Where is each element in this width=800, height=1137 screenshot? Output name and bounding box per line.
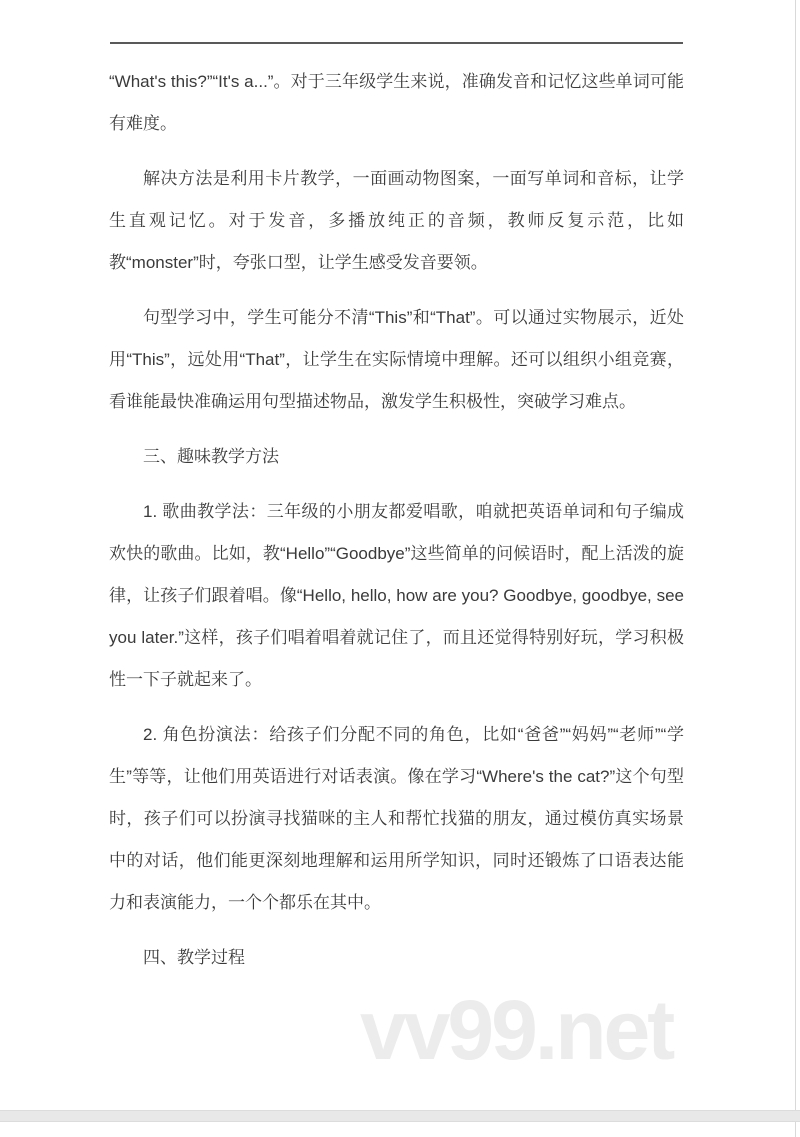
section-heading: 三、趣味教学方法 xyxy=(143,447,279,466)
paragraph: 2. 角色扮演法：给孩子们分配不同的角色，比如“爸爸”“妈妈”“老师”“学生”等等，让他们用英语进行对话表演。像在学习“Where's the cat?”这个句型时，孩子们可以扮演寻找猫咪的主人和帮忙找猫的朋友，通过模仿真实场景中的对话，他们能更深刻地理解和运用所学知识，同时还锻炼了口语表达能力和表演能力，一个个都乐在其中。 xyxy=(109,725,684,912)
paragraph: 句型学习中，学生可能分不清“This”和“That”。可以通过实物展示，近处用“This”，远处用“That”，让学生在实际情境中理解。还可以组织小组竞赛，看谁能最快准确运用句型描述物品，激发学生积极性，突破学习难点。 xyxy=(109,308,684,411)
paragraph: 解决方法是利用卡片教学，一面画动物图案，一面写单词和音标，让学生直观记忆。对于发音，多播放纯正的音频，教师反复示范，比如教“monster”时，夸张口型，让学生感受发音要领。 xyxy=(109,169,684,272)
watermark: vv99.net xyxy=(360,983,673,1077)
page-top-rule xyxy=(110,42,683,44)
paragraph: 1. 歌曲教学法：三年级的小朋友都爱唱歌，咱就把英语单词和句子编成欢快的歌曲。比如，教“Hello”“Goodbye”这些简单的问候语时，配上活泼的旋律，让孩子们跟着唱。像“Hello, hello, how are you? Goodbye, goodbye, see you later.”这样，孩子们唱着唱着就记住了，而且还觉得特别好玩，学习积极性一下子就起来了。 xyxy=(109,502,684,689)
next-page-top xyxy=(0,1122,796,1137)
page-gap-divider xyxy=(0,1110,800,1122)
page-content xyxy=(109,61,684,992)
paragraph: “What's this?”“It's a...”。对于三年级学生来说，准确发音和记忆这些单词可能有难度。 xyxy=(109,72,684,133)
section-heading: 四、教学过程 xyxy=(143,948,245,967)
